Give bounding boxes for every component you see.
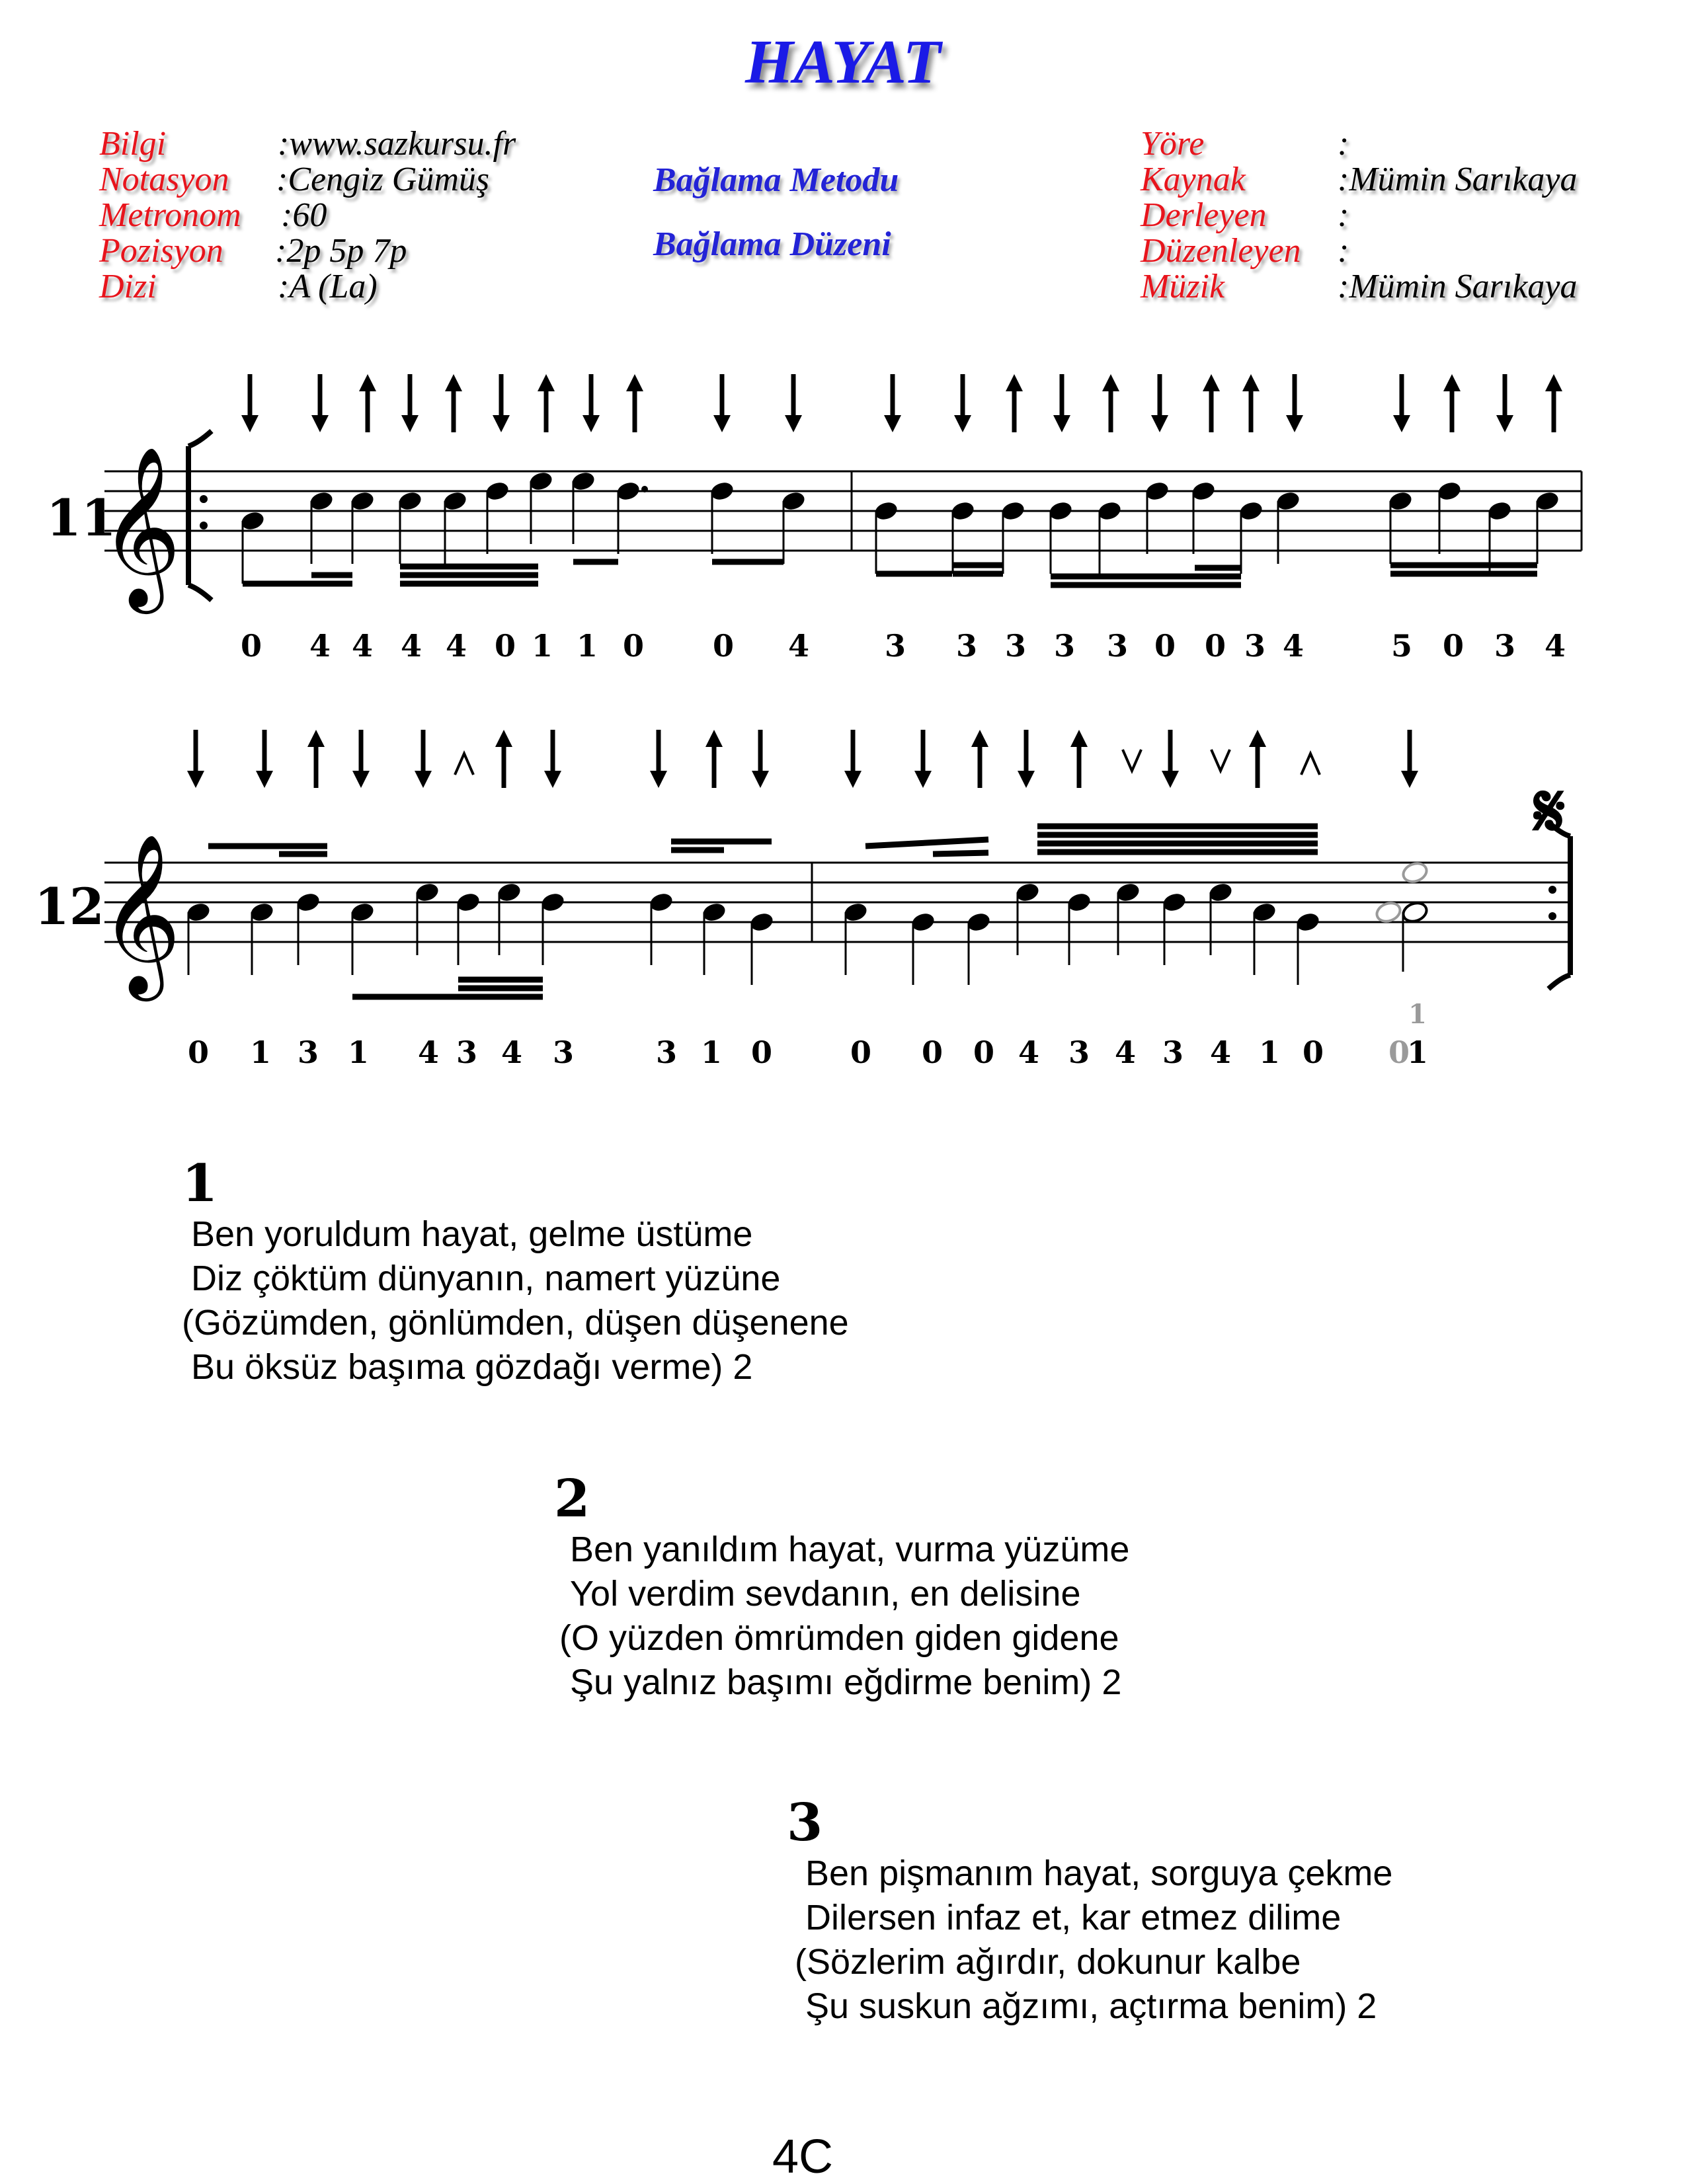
verse-line: Dilersen infaz et, kar etmez dilime xyxy=(805,1898,1342,1937)
fret-number: 4 xyxy=(1544,628,1566,664)
fret-number: 4 xyxy=(1018,1034,1040,1070)
stroke-down-arrow-icon xyxy=(415,730,432,788)
fret-number: 1 xyxy=(1258,1034,1281,1070)
stroke-row-11 xyxy=(241,374,1562,432)
dot xyxy=(641,486,648,492)
fret-number: 0 xyxy=(1388,1034,1410,1070)
stroke-up-arrow-icon xyxy=(538,374,555,432)
fret-number: 3 xyxy=(884,628,906,664)
fret-number: 0 xyxy=(1302,1034,1324,1070)
half-note-grey xyxy=(1375,900,1403,925)
fret-row-11 xyxy=(241,628,1566,664)
stroke-down-arrow-icon xyxy=(352,730,370,788)
fret-number: 4 xyxy=(787,628,810,664)
verse-line: (Gözümden, gönlümden, düşen düşenene xyxy=(182,1303,849,1343)
stroke-down-arrow-icon xyxy=(752,730,769,788)
info-value: :Cengiz Gümüş xyxy=(276,161,490,198)
stroke-up-arrow-icon xyxy=(1102,374,1119,432)
beam xyxy=(865,839,988,846)
stroke-down-arrow-icon xyxy=(401,374,419,432)
pull-off-icon xyxy=(1123,750,1141,771)
stroke-down-arrow-icon xyxy=(1162,730,1179,788)
fret-number: 4 xyxy=(445,628,467,664)
info-value: :Mümin Sarıkaya xyxy=(1338,268,1578,305)
info-value: :60 xyxy=(281,196,327,234)
fret-number: 4 xyxy=(309,628,331,664)
pull-off-icon xyxy=(1211,750,1230,771)
info-label: Müzik xyxy=(1141,268,1225,305)
stroke-up-arrow-icon xyxy=(1006,374,1023,432)
info-label: Pozisyon xyxy=(99,232,223,270)
info-value: :A (La) xyxy=(278,268,378,305)
verse-line: Bu öksüz başıma gözdağı verme) 2 xyxy=(191,1347,753,1387)
fret-number: 5 xyxy=(1390,628,1413,664)
info-label: Düzenleyen xyxy=(1141,232,1301,270)
stroke-up-arrow-icon xyxy=(1070,730,1088,788)
fret-number: 4 xyxy=(417,1034,440,1070)
fret-number: 1 xyxy=(1406,1034,1429,1070)
fret-row-12 xyxy=(188,999,1428,1070)
fret-number: 3 xyxy=(1106,628,1129,664)
verse-line: (Sözlerim ağırdır, dokunur kalbe xyxy=(795,1942,1301,1982)
verse-line: Diz çöktüm dünyanın, namert yüzüne xyxy=(191,1259,781,1298)
stroke-down-arrow-icon xyxy=(187,730,204,788)
fret-number: 3 xyxy=(1244,628,1266,664)
fret-number: 3 xyxy=(1494,628,1516,664)
fret-number: 1 xyxy=(531,628,553,664)
stroke-up-arrow-icon xyxy=(626,374,643,432)
stroke-down-arrow-icon xyxy=(954,374,971,432)
stroke-up-arrow-icon xyxy=(1242,374,1260,432)
stroke-down-arrow-icon xyxy=(785,374,802,432)
stroke-down-arrow-icon xyxy=(256,730,273,788)
stroke-down-arrow-icon xyxy=(1496,374,1513,432)
segno-icon: 𝄋 xyxy=(1534,768,1566,853)
info-value: :Mümin Sarıkaya xyxy=(1338,161,1578,198)
method-label: Bağlama Metodu xyxy=(653,161,899,199)
fret-number: 3 xyxy=(456,1034,478,1070)
verse-line: Şu yalnız başımı eğdirme benim) 2 xyxy=(570,1662,1122,1702)
verse-line: (O yüzden ömrümden giden gidene xyxy=(559,1618,1119,1658)
fret-number: 0 xyxy=(750,1034,773,1070)
stroke-up-arrow-icon xyxy=(705,730,723,788)
info-label: Derleyen xyxy=(1141,196,1267,234)
stroke-up-arrow-icon xyxy=(1249,730,1266,788)
verse-line: Ben yanıldım hayat, vurma yüzüme xyxy=(570,1530,1130,1569)
page-title: HAYAT xyxy=(745,28,941,97)
stroke-down-arrow-icon xyxy=(1151,374,1168,432)
treble-clef-icon: 𝄞 xyxy=(99,832,182,994)
fret-number: 3 xyxy=(655,1034,678,1070)
measure-number: 12 xyxy=(34,877,104,936)
half-note xyxy=(1401,900,1429,925)
stroke-down-arrow-icon xyxy=(844,730,862,788)
verse-number: 2 xyxy=(554,1469,590,1529)
stroke-down-arrow-icon xyxy=(884,374,901,432)
fret-number: 3 xyxy=(1068,1034,1090,1070)
stroke-down-arrow-icon xyxy=(241,374,259,432)
measure-number: 11 xyxy=(46,488,116,547)
info-label: Bilgi xyxy=(99,125,167,163)
stroke-down-arrow-icon xyxy=(1401,730,1418,788)
stroke-down-arrow-icon xyxy=(650,730,667,788)
stroke-down-arrow-icon xyxy=(1393,374,1410,432)
stroke-up-arrow-icon xyxy=(971,730,988,788)
fret-number: 4 xyxy=(351,628,374,664)
stroke-up-arrow-icon xyxy=(1443,374,1461,432)
verse-line: Şu suskun ağzımı, açtırma benim) 2 xyxy=(805,1986,1377,2026)
fret-number: 4 xyxy=(400,628,422,664)
stroke-down-arrow-icon xyxy=(493,374,510,432)
fret-number: 0 xyxy=(712,628,735,664)
stroke-down-arrow-icon xyxy=(1053,374,1070,432)
repeat-dot-icon xyxy=(200,522,208,529)
fret-number: 0 xyxy=(850,1034,872,1070)
info-value: : xyxy=(1338,232,1349,270)
stroke-up-arrow-icon xyxy=(307,730,325,788)
fret-number: 0 xyxy=(622,628,645,664)
info-value: :2p 5p 7p xyxy=(275,232,407,270)
info-label: Kaynak xyxy=(1141,161,1246,198)
repeat-dot-icon xyxy=(1548,912,1556,920)
half-note-grey xyxy=(1401,861,1429,885)
stroke-down-arrow-icon xyxy=(582,374,600,432)
stroke-down-arrow-icon xyxy=(1018,730,1035,788)
repeat-bracket-start-icon xyxy=(188,431,212,600)
hammer-on-icon xyxy=(1301,754,1320,775)
info-value: : xyxy=(1338,125,1349,163)
fret-number: 3 xyxy=(955,628,978,664)
info-label: Yöre xyxy=(1141,125,1205,163)
fret-number: 0 xyxy=(921,1034,943,1070)
fret-number: 0 xyxy=(973,1034,995,1070)
fret-number: 1 xyxy=(576,628,598,664)
fret-number-small: 1 xyxy=(1408,999,1427,1030)
staff-system-11 xyxy=(46,431,1582,614)
verse-1 xyxy=(182,1153,1041,1389)
info-value: : xyxy=(1338,196,1349,234)
fret-number: 3 xyxy=(297,1034,319,1070)
stroke-down-arrow-icon xyxy=(1286,374,1303,432)
hammer-on-icon xyxy=(455,754,473,775)
stroke-up-arrow-icon xyxy=(1545,374,1562,432)
fret-number: 3 xyxy=(1053,628,1076,664)
info-label: Notasyon xyxy=(99,161,229,198)
verse-line: Ben pişmanım hayat, sorguya çekme xyxy=(805,1853,1393,1893)
treble-clef-icon: 𝄞 xyxy=(99,445,182,607)
fret-number: 3 xyxy=(1004,628,1027,664)
fret-number: 4 xyxy=(1114,1034,1137,1070)
verse-3 xyxy=(787,1793,1646,2029)
fret-number: 1 xyxy=(249,1034,272,1070)
info-label: Metronom xyxy=(99,196,241,234)
fret-number: 0 xyxy=(1204,628,1226,664)
fret-number: 1 xyxy=(700,1034,723,1070)
fret-number: 0 xyxy=(1154,628,1176,664)
fret-number: 4 xyxy=(1209,1034,1232,1070)
stroke-up-arrow-icon xyxy=(1203,374,1220,432)
verse-number: 3 xyxy=(787,1793,823,1853)
repeat-dot-icon xyxy=(1548,886,1556,894)
info-label: Dizi xyxy=(99,268,157,305)
fret-number: 0 xyxy=(187,1034,210,1070)
tuning-label: Bağlama Düzeni xyxy=(653,225,891,263)
fret-number: 3 xyxy=(552,1034,575,1070)
stroke-up-arrow-icon xyxy=(359,374,376,432)
fret-number: 4 xyxy=(501,1034,523,1070)
verse-2 xyxy=(554,1469,1414,1705)
beam xyxy=(933,853,988,854)
fret-number: 0 xyxy=(494,628,516,664)
fret-number: 4 xyxy=(1282,628,1305,664)
stroke-row-12 xyxy=(187,730,1418,788)
fret-number: 0 xyxy=(1442,628,1465,664)
page-number: 4C xyxy=(772,2130,834,2183)
stroke-down-arrow-icon xyxy=(311,374,329,432)
stroke-up-arrow-icon xyxy=(495,730,512,788)
verse-line: Yol verdim sevdanın, en delisine xyxy=(570,1574,1081,1614)
info-value: :www.sazkursu.fr xyxy=(278,125,516,163)
stroke-up-arrow-icon xyxy=(445,374,462,432)
verse-number: 1 xyxy=(182,1153,218,1214)
stroke-down-arrow-icon xyxy=(914,730,932,788)
stroke-down-arrow-icon xyxy=(713,374,731,432)
stroke-down-arrow-icon xyxy=(544,730,561,788)
fret-number: 3 xyxy=(1162,1034,1184,1070)
fret-number: 0 xyxy=(240,628,262,664)
fret-number: 1 xyxy=(347,1034,370,1070)
verse-line: Ben yoruldum hayat, gelme üstüme xyxy=(191,1214,753,1254)
repeat-dot-icon xyxy=(200,495,208,503)
staff-system-12 xyxy=(34,768,1570,1001)
